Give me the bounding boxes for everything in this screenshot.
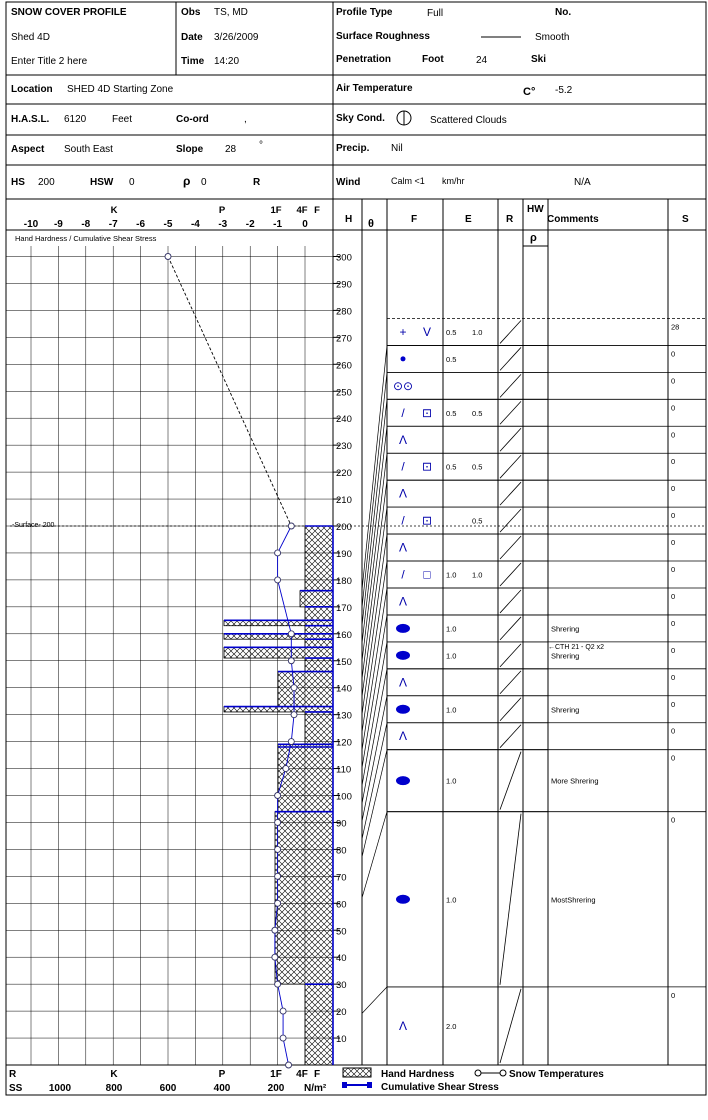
resistance-mark <box>500 644 521 667</box>
wind-label: Wind <box>336 177 361 188</box>
plot-label: Hand Hardness / Cumulative Shear Stress <box>15 234 157 243</box>
layer-comment: Shrering <box>551 705 580 715</box>
top-tick-label: -8 <box>81 219 91 230</box>
height-tick-label: 160 <box>336 629 352 641</box>
hardness-layer <box>278 747 333 812</box>
temperature-point <box>275 819 281 825</box>
grain-form-symbol: Λ <box>398 729 408 744</box>
col-hw: HW <box>527 204 544 215</box>
temperature-point <box>275 577 281 583</box>
legend-temp-marker <box>475 1070 481 1076</box>
layer-e2: 1.0 <box>472 570 483 580</box>
height-tick-label: 200 <box>336 522 352 533</box>
layer-s-value: 0 <box>671 349 676 359</box>
temperature-segment <box>278 526 292 553</box>
temperature-point <box>272 927 278 933</box>
resistance-mark <box>500 671 521 694</box>
top-tick-label: -9 <box>53 219 63 230</box>
grain-form-symbol: □ <box>423 567 431 582</box>
subtitle-1: Shed 4D <box>11 32 50 43</box>
profile-type-label: Profile Type <box>336 7 393 18</box>
hasl-unit: Feet <box>112 114 133 125</box>
top-axis <box>24 219 308 230</box>
hardness-bottom-label: 1F <box>270 1069 282 1080</box>
layer-s-value: 0 <box>671 403 676 413</box>
bottom-ss-label: SS <box>9 1083 23 1094</box>
layer-e1: 1.0 <box>446 624 457 634</box>
ss-tick-label: 800 <box>105 1083 123 1094</box>
layer-connector <box>362 723 387 839</box>
layer-s-value: 0 <box>671 645 676 655</box>
scattered-clouds-icon <box>397 111 411 125</box>
penetration-label: Penetration <box>336 54 392 65</box>
top-tick-label: -4 <box>190 219 200 230</box>
hardness-layer <box>278 672 333 707</box>
hardness-layer <box>305 984 333 1065</box>
layer-comment: Shrering <box>551 651 580 661</box>
height-tick-label: 170 <box>336 602 352 614</box>
resistance-mark <box>500 814 521 985</box>
slope-unit: ° <box>259 140 263 151</box>
layer-connector <box>362 345 387 590</box>
bottom-r-label: R <box>9 1069 17 1080</box>
temperature-point <box>283 766 289 772</box>
resistance-mark <box>500 563 521 586</box>
layer-connector <box>362 615 387 768</box>
no-label: No. <box>555 7 572 18</box>
aspect-label: Aspect <box>11 144 45 155</box>
hardness-layer <box>224 707 333 712</box>
layer-e2: 1.0 <box>472 327 483 337</box>
layer-s-value: 0 <box>671 511 676 521</box>
hardness-layer <box>224 647 333 658</box>
hardness-layer <box>305 658 333 671</box>
height-tick-label: 100 <box>336 791 352 803</box>
ss-tick-label: 200 <box>267 1083 285 1094</box>
layer-s-value: 0 <box>671 538 676 548</box>
height-tick-label: 270 <box>336 333 352 345</box>
hardness-axis-top <box>111 205 321 216</box>
grain-form-symbol: ⊡ <box>421 513 433 528</box>
hs-label: HS <box>11 177 25 188</box>
hardness-top-label: F <box>314 205 320 216</box>
grain-form-symbol: Λ <box>398 675 408 690</box>
hsw-value: 0 <box>129 177 135 188</box>
sky-label: Sky Cond. <box>336 113 385 124</box>
resistance-mark <box>500 752 521 810</box>
precip-label: Precip. <box>336 143 370 154</box>
slope-value: 28 <box>225 144 237 155</box>
resistance-mark <box>500 374 521 397</box>
temperature-point <box>288 739 294 745</box>
layer-s-value: 0 <box>671 726 676 736</box>
top-tick-label: -6 <box>136 219 146 230</box>
height-tick-label: 140 <box>336 683 352 695</box>
top-tick-label: -7 <box>108 219 118 230</box>
wind-unit: km/hr <box>442 176 465 186</box>
layer-e1: 0.5 <box>446 462 457 472</box>
grain-form-small <box>401 356 406 361</box>
hardness-top-label: P <box>218 205 226 216</box>
foot-label: Foot <box>422 54 444 65</box>
top-tick-label: 0 <box>302 219 308 230</box>
grain-form-symbol: / <box>401 513 405 528</box>
height-tick-label: 70 <box>336 872 347 884</box>
bottom-unit: N/m² <box>304 1083 327 1094</box>
height-tick-label: 110 <box>336 764 352 776</box>
aspect-value: South East <box>64 144 113 155</box>
profile-type-value: Full <box>427 8 444 19</box>
layer-connector <box>362 453 387 661</box>
coord-value: , <box>244 114 247 125</box>
date-value: 3/26/2009 <box>214 32 259 43</box>
height-tick-label: 230 <box>336 441 352 453</box>
height-tick-label: 60 <box>336 899 347 911</box>
ski-label: Ski <box>531 54 547 65</box>
top-tick-label: -3 <box>218 219 228 230</box>
air-temp-unit: C° <box>523 86 536 98</box>
temperature-point <box>291 685 297 691</box>
resistance-mark <box>500 989 521 1063</box>
grain-form-symbol: Λ <box>398 594 408 609</box>
temperature-point <box>280 1035 286 1041</box>
col-theta: θ <box>368 218 374 230</box>
roughness-label: Surface Roughness <box>336 31 430 42</box>
header-section <box>6 2 706 1095</box>
legend-hardness-label: Hand Hardness <box>381 1069 455 1080</box>
hardness-layer <box>224 634 333 639</box>
time-label: Time <box>181 56 205 67</box>
col-comments: Comments <box>547 214 599 225</box>
layer-table-frame <box>362 199 668 1065</box>
temperature-point <box>288 631 294 637</box>
layer-e2: 0.5 <box>472 408 483 418</box>
ss-tick-label: 600 <box>159 1083 177 1094</box>
slope-label: Slope <box>176 144 204 155</box>
temperature-segment <box>278 984 283 1011</box>
hardness-bottom-label: P <box>218 1069 226 1080</box>
height-tick-label: 210 <box>336 495 352 507</box>
grain-form-symbol: ⊡ <box>421 459 433 474</box>
layer-s-value: 0 <box>671 753 676 763</box>
ss-tick-label: 1000 <box>48 1083 72 1094</box>
obs-value: TS, MD <box>214 7 248 18</box>
layer-s-value: 0 <box>671 672 676 682</box>
height-tick-label: 10 <box>336 1034 347 1046</box>
hardness-bottom-label: K <box>110 1069 118 1080</box>
layer-e1: 1.0 <box>446 651 457 661</box>
hardness-layer <box>305 626 333 634</box>
height-tick-label: 290 <box>336 279 352 291</box>
rho-value: 0 <box>201 177 207 188</box>
r-label: R <box>253 177 261 188</box>
wind-direction: N/A <box>574 177 591 188</box>
col-s: S <box>682 214 689 225</box>
grain-form-symbol: V <box>422 324 432 339</box>
hasl-value: 6120 <box>64 114 87 125</box>
height-tick-label: 280 <box>336 306 352 318</box>
hasl-label: H.A.S.L. <box>11 114 50 125</box>
layer-connector <box>362 812 387 898</box>
layer-e2: 0.5 <box>472 462 483 472</box>
layer-s-value: 0 <box>671 591 676 601</box>
grain-form-symbol: / <box>401 567 405 582</box>
hardness-layer <box>300 591 333 607</box>
hardness-layer <box>305 712 333 744</box>
height-tick-label: 180 <box>336 575 352 587</box>
air-temp-value: -5.2 <box>555 85 573 96</box>
layer-connector <box>362 372 387 607</box>
date-label: Date <box>181 32 203 43</box>
layer-s-value: 0 <box>671 484 676 494</box>
foot-value: 24 <box>476 55 488 66</box>
resistance-mark <box>500 617 521 640</box>
grain-form-symbol: Λ <box>398 486 408 501</box>
legend-hardness-swatch <box>343 1068 371 1077</box>
layer-s-value: 0 <box>671 430 676 440</box>
height-tick-label: 40 <box>336 953 347 965</box>
resistance-mark <box>500 590 521 613</box>
layer-s-value: 0 <box>671 815 676 825</box>
hardness-top-label: 4F <box>296 205 308 216</box>
grain-form-rounded <box>396 624 410 633</box>
col-e: E <box>465 214 472 225</box>
temperature-point <box>275 846 281 852</box>
hardness-bottom-label: F <box>313 1069 321 1080</box>
resistance-mark <box>500 320 521 343</box>
layer-s-value: 0 <box>671 565 676 575</box>
layer-e1: 1.0 <box>446 705 457 715</box>
height-tick-label: 190 <box>336 548 352 560</box>
layer-s-value: 0 <box>671 990 676 1000</box>
hardness-layer <box>224 620 333 625</box>
resistance-mark <box>500 401 521 424</box>
height-tick-label: 300 <box>336 252 352 264</box>
layer-e1: 0.5 <box>446 327 457 337</box>
top-tick-label: -1 <box>273 219 283 230</box>
temperature-point <box>275 873 281 879</box>
layer-e1: 1.0 <box>446 895 457 905</box>
ss-tick-label: 400 <box>213 1083 231 1094</box>
height-tick-label: 20 <box>336 1007 347 1019</box>
layer-connectors <box>362 345 387 1065</box>
height-tick-label: 220 <box>336 468 352 480</box>
layer-e2: 0.5 <box>472 516 483 526</box>
layer-comment: Shrering <box>551 624 580 634</box>
air-temp-label: Air Temperature <box>336 83 413 94</box>
layer-e1: 1.0 <box>446 570 457 580</box>
resistance-mark <box>500 725 521 748</box>
layer-e1: 0.5 <box>446 354 457 364</box>
time-value: 14:20 <box>214 56 240 67</box>
layer-s-value: 28 <box>671 322 680 332</box>
height-tick-label: 260 <box>336 360 352 372</box>
temperature-point <box>165 254 171 260</box>
grain-form-symbol: ⊙⊙ <box>392 378 414 393</box>
hardness-layer <box>275 812 333 984</box>
hardness-top-label: K <box>110 205 118 216</box>
temperature-point <box>275 981 281 987</box>
grain-form-symbol: Λ <box>398 1018 408 1033</box>
temperature-segment <box>283 1038 288 1065</box>
location-value: SHED 4D Starting Zone <box>67 84 174 95</box>
height-tick-label: 80 <box>336 845 347 857</box>
layer-s-value: 0 <box>671 699 676 709</box>
grain-form-rounded <box>396 651 410 660</box>
hardness-top-label: 1F <box>270 205 282 216</box>
temperature-point <box>291 712 297 718</box>
layer-comment: MostShrering <box>551 895 596 905</box>
left-plot-frame <box>6 199 706 1065</box>
top-tick-label: -2 <box>245 219 255 230</box>
col-r: R <box>506 214 514 225</box>
hardness-layer <box>305 607 333 620</box>
test-result: ←CTH 21 - Q2 x2 <box>548 644 605 651</box>
legend-shear-label: Cumulative Shear Stress <box>381 1082 499 1093</box>
height-tick-label: 240 <box>336 414 352 426</box>
layer-e1: 0.5 <box>446 408 457 418</box>
height-tick-label: 120 <box>336 737 352 749</box>
precip-value: Nil <box>391 143 403 154</box>
layer-e1: 2.0 <box>446 1021 457 1031</box>
layer-s-value: 0 <box>671 618 676 628</box>
sky-value: Scattered Clouds <box>430 115 507 126</box>
profile-title: SNOW COVER PROFILE <box>11 7 127 18</box>
resistance-mark <box>500 509 521 532</box>
height-tick-label: 50 <box>336 926 347 938</box>
hardness-bottom-label: 4F <box>296 1069 308 1080</box>
col-h: H <box>345 214 353 225</box>
hs-value: 200 <box>38 177 55 188</box>
surface-label: -Surface- 200 <box>12 522 55 529</box>
grain-form-symbol: Λ <box>398 432 408 447</box>
layer-connector <box>362 987 387 1014</box>
temperature-point <box>286 1062 292 1068</box>
temperature-point <box>275 550 281 556</box>
layer-comment: More Shrering <box>551 776 599 786</box>
layer-s-value: 0 <box>671 376 676 386</box>
grain-form-rounded <box>396 776 410 785</box>
grain-form-symbol: ⊡ <box>421 405 433 420</box>
height-tick-label: 250 <box>336 387 352 399</box>
layer-rows <box>387 318 706 1065</box>
grain-form-symbol: Λ <box>398 540 408 555</box>
temperature-point <box>275 793 281 799</box>
grain-form-rounded <box>396 705 410 714</box>
legend <box>342 1068 604 1093</box>
height-tick-label: 90 <box>336 818 347 830</box>
top-tick-label: -5 <box>163 219 173 230</box>
temperature-point <box>280 1008 286 1014</box>
top-tick-label: -10 <box>23 219 39 230</box>
resistance-mark <box>500 347 521 370</box>
subtitle-2: Enter Title 2 here <box>11 56 88 67</box>
roughness-value: Smooth <box>535 32 570 43</box>
legend-shear-marker <box>342 1082 347 1088</box>
grain-form-rounded <box>396 895 410 904</box>
layer-s-value: 0 <box>671 457 676 467</box>
temperature-point <box>288 658 294 664</box>
resistance-mark <box>500 482 521 505</box>
hardness-layer <box>305 526 333 591</box>
col-f: F <box>411 214 418 225</box>
legend-temp-label: Snow Temperatures <box>509 1069 604 1080</box>
temperature-point <box>275 900 281 906</box>
resistance-mark <box>500 428 521 451</box>
temperature-point <box>272 954 278 960</box>
grain-form-symbol: / <box>401 459 405 474</box>
rho-label: ρ <box>183 174 191 188</box>
col-rho: ρ <box>530 232 537 244</box>
resistance-mark <box>500 698 521 721</box>
bottom-axis <box>49 1069 320 1094</box>
temperature-segment <box>291 715 294 742</box>
location-label: Location <box>11 84 53 95</box>
height-tick-label: 130 <box>336 710 352 722</box>
hsw-label: HSW <box>90 177 114 188</box>
grain-form-symbol: + <box>399 324 407 339</box>
wind-value: Calm <1 <box>391 176 425 186</box>
height-tick-label: 30 <box>336 980 347 992</box>
layer-e1: 1.0 <box>446 776 457 786</box>
grain-form-symbol: / <box>401 405 405 420</box>
resistance-mark <box>500 536 521 559</box>
height-tick-label: 150 <box>336 656 352 668</box>
coord-label: Co-ord <box>176 114 209 125</box>
resistance-mark <box>500 455 521 478</box>
temperature-point <box>288 523 294 529</box>
obs-label: Obs <box>181 7 201 18</box>
hardness-layer <box>305 639 333 647</box>
